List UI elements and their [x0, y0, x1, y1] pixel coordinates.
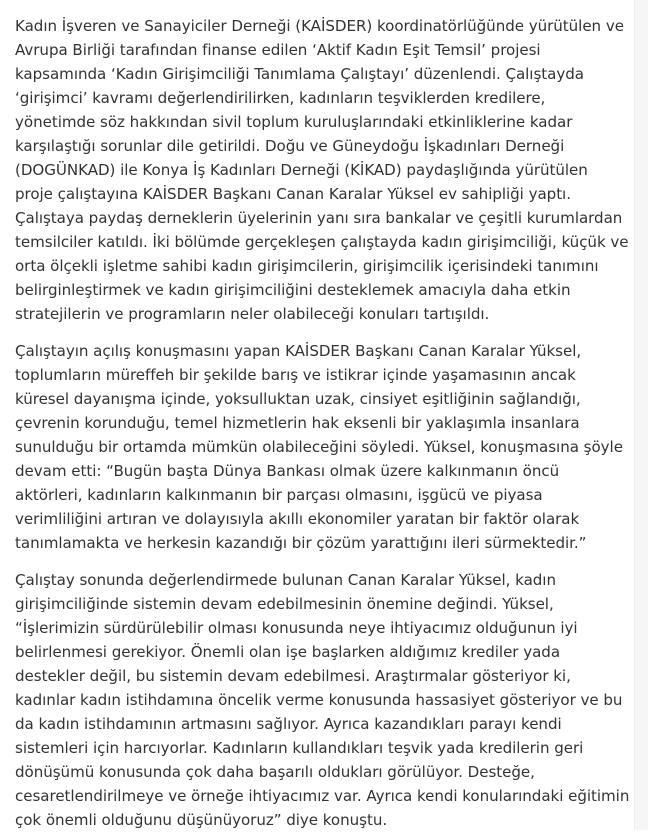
article-paragraph-2: Çalıştayın açılış konuşmasını yapan KAİSDER Başkanı Canan Karalar Yüksel, toplumların müreffeh bir şekilde barış ve istikrar içinde yaşamasının ancak küresel dayanışma içinde, yoksulluktan uzak, cinsiyet eşitliğinin sağlandığı, çevrenin korunduğu, temel hizmetlerin hak eksenli bir yaklaşımla insanlara sunulduğu bir ortamda mümkün olabileceğini söyledi. Yüksel, konuşmasına şöyle devam etti: “Bugün başta Dünya Bankası olmak üzere kalkınmanın öncü aktörleri, kadınların kalkınmanın bir parçası olmasını, işgücü ve piyasa verimliliğini artıran ve dolayısıyla akıllı ekonomiler yaratan bir faktör olarak tanımlamakta ve herkesin kazandığı bir çözüm yarattığını ileri sürmektedir.”	[15, 342, 623, 552]
article-paragraph-3: Çalıştay sonunda değerlendirmede bulunan Canan Karalar Yüksel, kadın girişimciliğinde sistemin devam edebilmesinin önemine değindi. Yüksel, “İşlerimizin sürdürülebilir olması konusunda neye ihtiyacımız olduğunun iyi belirlenmesi gerekiyor. Önemli olan işe başlarken aldığımız krediler yada destekler değil, bu sistemin devam edebilmesi. Araştırmalar gösteriyor ki, kadınlar kadın istihdamına öncelik verme konusunda hassasiyet gösteriyor ve bu da kadın istihdamının artmasını sağlıyor. Ayrıca kazandıkları parayı kendi sistemleri için harcıyorlar. Kadınların kullandıkları teşvik yada kredilerin geri dönüşümü konusunda çok daha başarılı oldukları görülüyor. Desteğe, cesaretlendirilmeye ve örneğe ihtiyacımız var. Ayrıca kendi konularındaki eğitimin çok önemli olduğunu düşünüyoruz” diye konuştu.	[15, 571, 630, 829]
vertical-scrollbar[interactable]	[634, 0, 648, 830]
article-paragraph-1: Kadın İşveren ve Sanayiciler Derneği (KAİSDER) koordinatörlüğünde yürütülen ve Avrupa Birliği tarafından finanse edilen ‘Aktif Kadın Eşit Temsil’ projesi kapsamında ‘Kadın Girişimciliği Tanımlama Çalıştayı’ düzenlendi. Çalıştayda ‘girişimci’ kavramı değerlendirilirken, kadınların teşviklerden kredilere, yönetimde söz hakkından sivil toplum kuruluşlarındaki etkinliklerine kadar karşılaştığı sorunlar dile getirildi. Doğu ve Güneydoğu İşkadınları Derneği (DOGÜNKAD) ile Konya İş Kadınları Derneği (KİKAD) paydaşlığında yürütülen proje çalıştayına KAİSDER Başkanı Canan Karalar Yüksel ev sahipliği yaptı. Çalıştaya paydaş derneklerin üyelerinin yanı sıra bankalar ve çeşitli kurumlardan temsilciler katıldı. İki bölümde gerçekleşen çalıştayda kadın girişimciliği, küçük ve orta ölçekli işletme sahibi kadın girişimcilerin, girişimcilik içerisindeki tanımını belirginleştirmek ve kadın girişimciliğini desteklemek amacıyla daha etkin stratejilerin ve programların neler olabileceği konuları tartışıldı.	[15, 17, 629, 323]
